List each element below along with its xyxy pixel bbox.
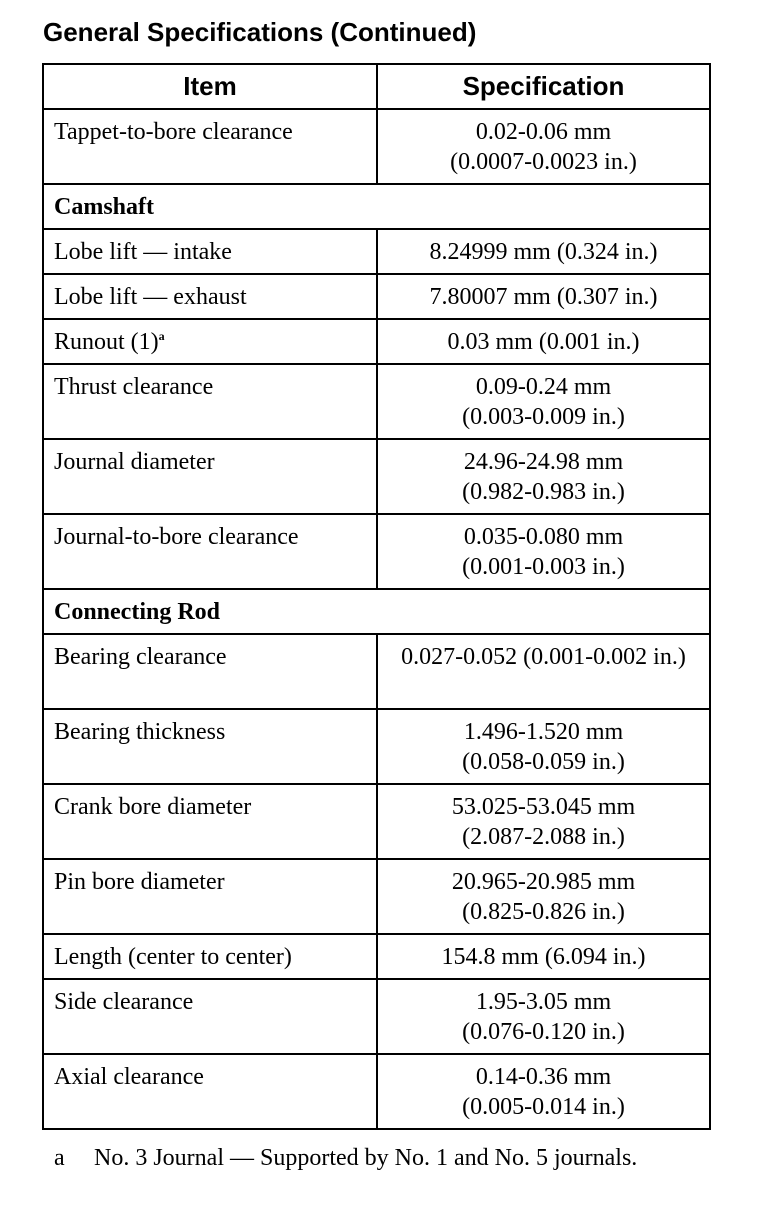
specification-value: 0.035-0.080 mm: [463, 524, 624, 550]
specification-value: 1.496-1.520 mm: [463, 719, 624, 745]
item-cell: [43, 319, 377, 364]
item-cell: [43, 439, 377, 514]
specification-value: (0.0007-0.0023 in.): [450, 149, 637, 175]
specification-cell: [377, 109, 710, 184]
specification-cell: [377, 1054, 710, 1129]
item-cell: [43, 364, 377, 439]
item-cell: [43, 514, 377, 589]
item-label: Side clearance: [54, 989, 194, 1015]
table-row: [43, 229, 710, 274]
table-row: [43, 109, 710, 184]
specification-value: 24.96-24.98 mm: [463, 449, 624, 475]
specification-value: 1.95-3.05 mm: [475, 989, 612, 1015]
item-label: Tappet-to-bore clearance: [54, 119, 293, 145]
section-row: [43, 184, 710, 229]
specification-value: (2.087-2.088 in.): [462, 824, 625, 850]
item-cell: [43, 634, 377, 709]
item-cell: [43, 274, 377, 319]
item-cell: [43, 934, 377, 979]
item-cell: [43, 709, 377, 784]
specification-value: 0.03 mm (0.001 in.): [447, 329, 640, 355]
table-row: [43, 709, 710, 784]
table-row: [43, 319, 710, 364]
item-label: Length (center to center): [54, 944, 292, 970]
specification-value: 0.09-0.24 mm: [475, 374, 612, 400]
footnote-marker: a: [54, 1145, 65, 1171]
specification-value: (0.003-0.009 in.): [462, 404, 625, 430]
item-label: Bearing clearance: [54, 644, 227, 670]
specifications-table: [42, 63, 711, 1130]
table-row: [43, 274, 710, 319]
table-row: [43, 634, 710, 709]
column-header-specification: Specification: [377, 64, 710, 109]
specification-cell: [377, 979, 710, 1054]
specification-value: 0.14-0.36 mm: [475, 1064, 612, 1090]
specification-cell: [377, 859, 710, 934]
item-label: Thrust clearance: [54, 374, 214, 400]
table-row: [43, 934, 710, 979]
item-cell: [43, 229, 377, 274]
item-label: Crank bore diameter: [54, 794, 252, 820]
item-label: Journal diameter: [54, 449, 215, 475]
specification-value: (0.001-0.003 in.): [462, 554, 625, 580]
specification-cell: [377, 784, 710, 859]
specification-cell: [377, 709, 710, 784]
specification-value: 20.965-20.985 mm: [451, 869, 636, 895]
specification-cell: [377, 514, 710, 589]
specification-value: (0.058-0.059 in.): [462, 749, 625, 775]
table-row: [43, 514, 710, 589]
section-row: [43, 589, 710, 634]
specification-value: 0.02-0.06 mm: [475, 119, 612, 145]
specification-value: 8.24999 mm (0.324 in.): [429, 239, 658, 265]
item-cell: [43, 859, 377, 934]
table-row: [43, 979, 710, 1054]
footnote: [54, 1143, 674, 1173]
page-title: General Specifications (Continued): [43, 17, 477, 47]
specification-cell: [377, 274, 710, 319]
item-label: Axial clearance: [54, 1064, 204, 1090]
specification-value: 0.027-0.052 (0.001-0.002 in.): [401, 644, 686, 670]
table-header-row: [43, 64, 710, 109]
table-row: [43, 364, 710, 439]
footnote-reference: a: [158, 329, 165, 343]
section-heading: Connecting Rod: [43, 589, 710, 634]
table-row: [43, 784, 710, 859]
section-heading: Camshaft: [43, 184, 710, 229]
item-label: Lobe lift — exhaust: [54, 284, 247, 310]
table-row: [43, 1054, 710, 1129]
item-cell: [43, 109, 377, 184]
item-label: Journal-to-bore clearance: [54, 524, 299, 550]
specification-value: (0.076-0.120 in.): [462, 1019, 625, 1045]
specification-cell: [377, 229, 710, 274]
specification-value: 53.025-53.045 mm: [451, 794, 636, 820]
item-label: Lobe lift — intake: [54, 239, 232, 265]
item-label: Runout (1): [54, 329, 159, 355]
specification-cell: [377, 634, 710, 709]
table-body: [43, 109, 710, 1129]
specification-cell: [377, 934, 710, 979]
footnote-text: No. 3 Journal — Supported by No. 1 and No. 5 journals.: [94, 1145, 638, 1171]
item-cell: [43, 784, 377, 859]
item-cell: [43, 979, 377, 1054]
specification-value: (0.005-0.014 in.): [462, 1094, 625, 1120]
table-row: [43, 859, 710, 934]
specification-cell: [377, 319, 710, 364]
table-row: [43, 439, 710, 514]
column-header-item: Item: [43, 64, 377, 109]
item-cell: [43, 1054, 377, 1129]
specification-value: (0.825-0.826 in.): [462, 899, 625, 925]
specification-cell: [377, 364, 710, 439]
specification-cell: [377, 439, 710, 514]
specification-value: (0.982-0.983 in.): [462, 479, 625, 505]
specification-value: 154.8 mm (6.094 in.): [441, 944, 646, 970]
item-label: Pin bore diameter: [54, 869, 225, 895]
item-label: Bearing thickness: [54, 719, 226, 745]
specification-value: 7.80007 mm (0.307 in.): [429, 284, 658, 310]
